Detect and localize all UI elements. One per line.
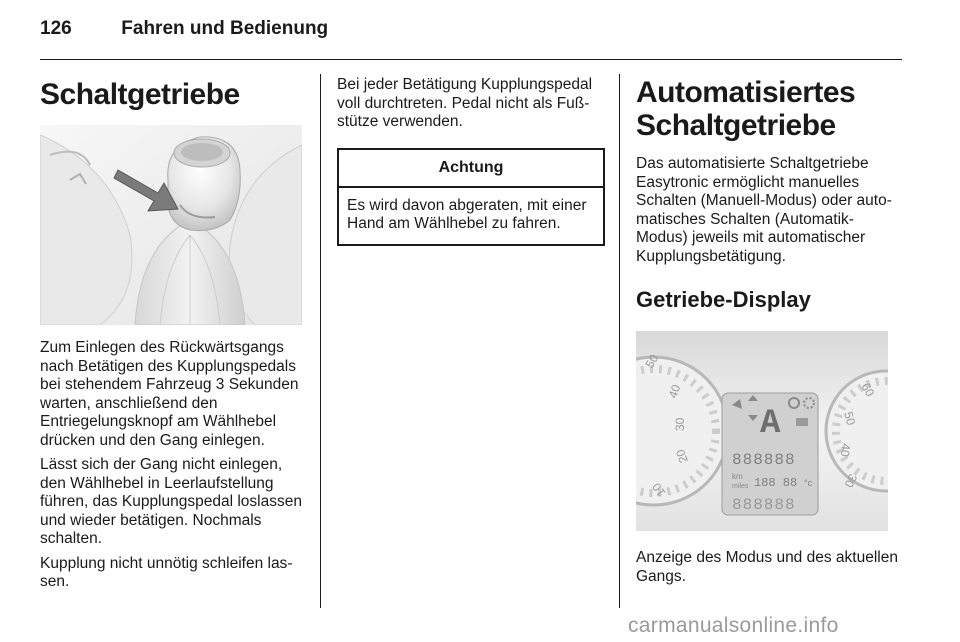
caption-display: Anzeige des Modus und des aktuellen Gangs.	[636, 549, 898, 585]
warning-box	[337, 148, 605, 246]
gear-shift-illustration	[40, 125, 302, 325]
right-gauge-label: 60	[858, 380, 878, 400]
lamp-icon	[796, 418, 808, 426]
paragraph-neutral: Lässt sich der Gang nicht einlegen, den Wählhebel in Leerlaufstellung führen, das Kupplungspedal loslassen und wieder betätigen. Nochmals schalten.	[40, 456, 302, 547]
column-divider-2	[619, 74, 620, 608]
bottom-row-segments: 888888	[732, 496, 796, 514]
odometer-segments: 188 88	[754, 476, 798, 490]
column-1	[40, 76, 305, 592]
heading-schaltgetriebe: Schaltgetriebe	[40, 78, 240, 111]
section-title: Fahren und Bedienung	[121, 18, 329, 39]
heading-automated-gearbox: Automatisiertes Schaltgetriebe	[636, 76, 856, 142]
header-rule	[40, 59, 902, 60]
right-gauge-label: 50	[841, 410, 859, 427]
right-gauge-label: 40	[837, 442, 853, 458]
temp-unit: °c	[804, 478, 813, 488]
heading-getriebe-display: Getriebe-Display	[636, 287, 811, 312]
column-2	[337, 76, 605, 246]
paragraph-clutch-slip: Kupplung nicht unnötig schleifen lassen.	[40, 554, 293, 590]
column-divider-1	[320, 74, 321, 608]
gear-mode-letter: A	[760, 405, 781, 443]
column-3	[636, 76, 904, 586]
watermark: carmanualsonline.info	[628, 614, 839, 637]
left-gauge-label: 20	[673, 447, 691, 465]
right-gauge-label: 30	[841, 471, 860, 490]
paragraph-easytronic: Das automatisierte Schaltgetriebe Easytronic ermöglicht manuelles Schalten (Manuell-Modus) oder automatisches Schalten (Automatik-Modus) jeweils mit automatischer Kupplungsbetätigung.	[636, 155, 892, 265]
left-gauge-label: 40	[665, 382, 684, 401]
digit-row-segments: 888888	[732, 451, 796, 469]
paragraph-clutch-pedal: Bei jeder Betätigung Kupplungspedal voll durchtreten. Pedal nicht als Fußstütze verwenden.	[337, 76, 593, 130]
left-gauge-label: 10	[649, 480, 669, 500]
page-header	[40, 18, 328, 40]
transmission-display-illustration	[636, 331, 888, 531]
left-gauge-label: 50	[642, 351, 662, 371]
warning-title: Achtung	[339, 150, 603, 188]
unit-miles: miles	[732, 483, 749, 490]
warning-text: Es wird davon abgeraten, mit einer Hand am Wählhebel zu fahren.	[347, 196, 587, 232]
unit-km: km	[732, 472, 743, 481]
paragraph-reverse-gear: Zum Einlegen des Rückwärtsgangs nach Betätigen des Kupplungspedals bei stehendem Fahrzeug 3 Sekunden warten, anschließend den Entriegelungsknopf am Wählhebel drücken und den Gang einlegen.	[40, 339, 299, 449]
left-gauge-label: 30	[673, 417, 687, 431]
page-number: 126	[40, 18, 72, 39]
